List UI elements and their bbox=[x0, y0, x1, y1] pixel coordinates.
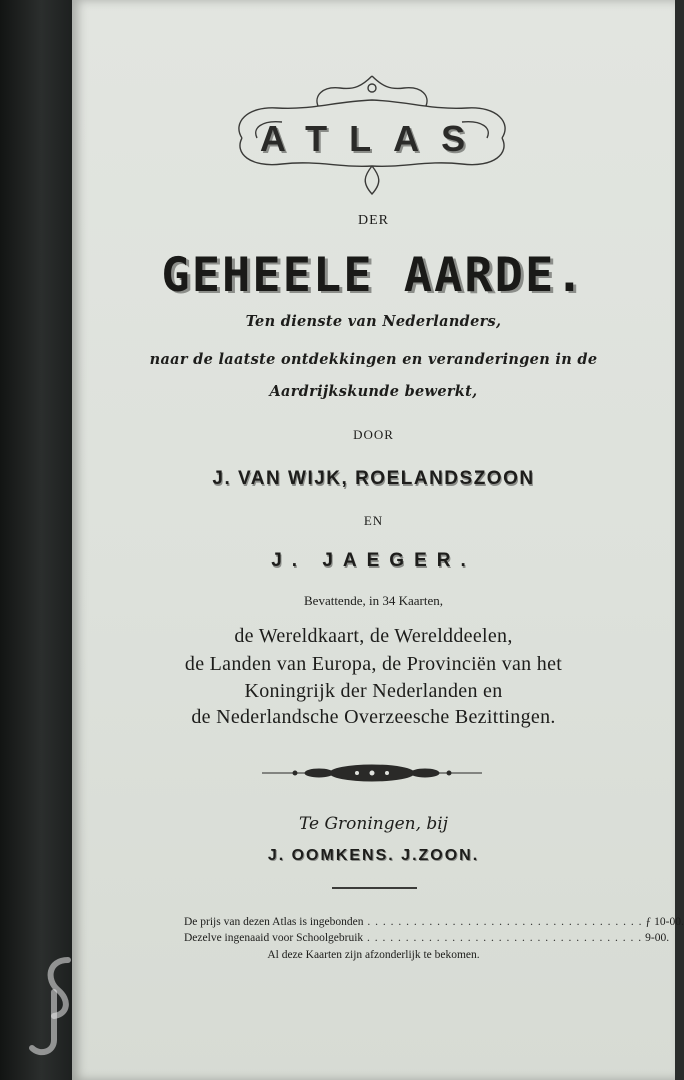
der-text: DER bbox=[358, 213, 389, 228]
price-line-2 bbox=[184, 932, 670, 944]
dot-leader: . . . . . . . . . . . . . . . . . . . . . . . . . . . . . . . . . . . . bbox=[363, 916, 643, 928]
bevattende-text: Bevattende, in 34 Kaarten, bbox=[304, 593, 443, 608]
publisher: J. OOMKENS. J.ZOON. bbox=[267, 847, 480, 864]
contents-line-3: Koningrijk der Nederlanden en bbox=[244, 680, 503, 702]
subtitle-line-2: naar de laatste ontdekkingen en veranderingen in de bbox=[149, 351, 598, 368]
author-1: J. VAN WIJK, ROELANDSZOON bbox=[212, 468, 535, 489]
dot-leader: . . . . . . . . . . . . . . . . . . . . . . . . . . . . . . . . . . . . bbox=[363, 932, 643, 944]
price-3-text: Al deze Kaarten zijn afzonderlijk te bekomen. bbox=[267, 949, 480, 961]
city-line: Te Groningen, bij bbox=[298, 814, 449, 834]
book-spine bbox=[0, 0, 75, 1080]
door-text: DOOR bbox=[353, 427, 394, 442]
atlas-heading: ATLAS bbox=[259, 118, 488, 159]
title-page bbox=[72, 0, 684, 1080]
ornamental-divider bbox=[257, 758, 487, 788]
en-text: EN bbox=[363, 513, 384, 528]
watermark-logo-icon bbox=[18, 952, 88, 1062]
price-line-3 bbox=[72, 949, 675, 961]
price-line-1 bbox=[184, 916, 684, 928]
price-1-value: ƒ 10-00. bbox=[645, 916, 684, 928]
contents-line-2: de Landen van Europa, de Provinciën van het bbox=[184, 653, 563, 675]
price-2-label: Dezelve ingenaaid voor Schoolgebruik bbox=[184, 932, 364, 944]
short-rule bbox=[332, 887, 417, 889]
subtitle-line-1: Ten dienste van Nederlanders, bbox=[245, 313, 502, 330]
price-2-value: 9-00. bbox=[645, 932, 670, 944]
main-title: GEHEELE AARDE. bbox=[161, 248, 586, 303]
contents-line-4: de Nederlandsche Overzeesche Bezittingen. bbox=[191, 706, 556, 728]
subtitle-line-3: Aardrijkskunde bewerkt, bbox=[269, 383, 478, 400]
price-1-label: De prijs van dezen Atlas is ingebonden bbox=[184, 916, 364, 928]
author-2: J. JAEGER. bbox=[271, 550, 476, 571]
contents-line-1: de Wereldkaart, de Werelddeelen, bbox=[234, 625, 513, 647]
